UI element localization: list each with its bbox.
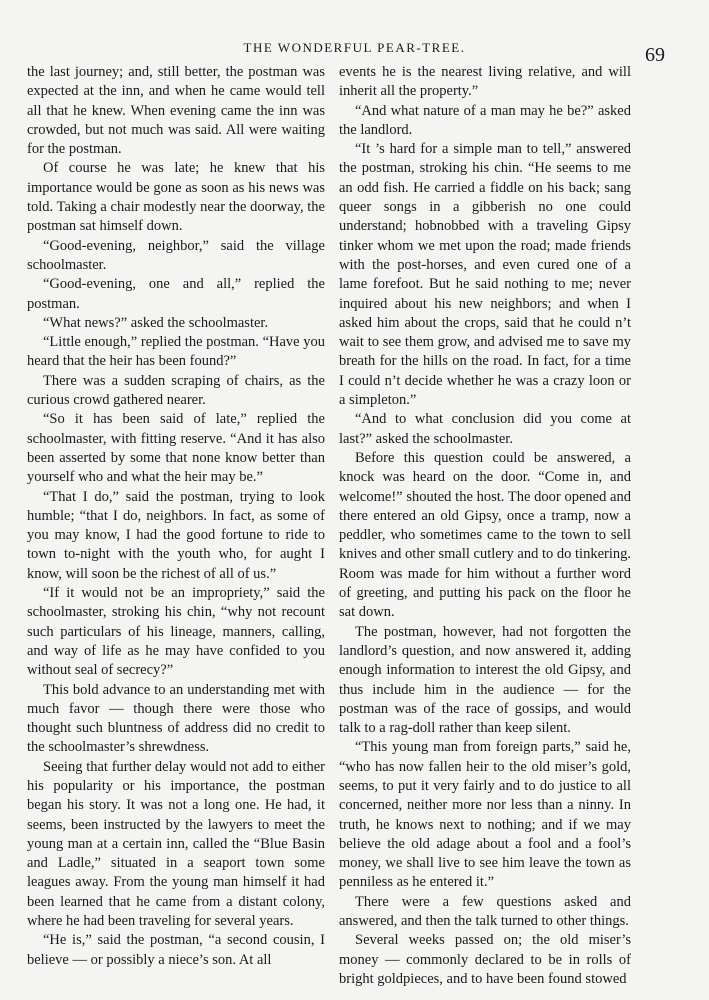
paragraph: “So it has been said of late,” replied the schoolmaster, with fitting reserve. “And it has also been asserted by some that none know better than yourself who and what the heir may be.” — [27, 411, 325, 486]
running-title: THE WONDERFUL PEAR-TREE. — [243, 40, 466, 55]
paragraph: Several weeks passed on; the old miser’s money — commonly declared to be in rolls of bright goldpieces, and to have been found stowed — [339, 932, 631, 987]
paragraph: This bold advance to an understanding met with much favor — though there were those who thought such bluntness of address did no credit to the schoolmaster’s shrewdness. — [27, 681, 325, 756]
paragraph: the last journey; and, still better, the postman was expected at the inn, and when he came would tell all that he knew. When evening came the inn was crowded, but not much was said. All were waiting for the postman. — [27, 64, 325, 158]
paragraph: “He is,” said the postman, “a second cousin, I believe — or possibly a niece’s son. At all — [27, 932, 325, 968]
paragraph: There were a few questions asked and answered, and then the talk turned to other things. — [339, 893, 631, 930]
paragraph: “This young man from foreign parts,” said he, “who has now fallen heir to the old miser’s gold, seems, to put it very fairly and to do justice to all concerned, neither more nor less than a ninny. In truth, he knows next to nothing; and if we may believe the old adage about a fool and a fool’s money, we shall live to see him leave the town as penniless as he entered it.” — [339, 739, 631, 891]
paragraph: “What news?” asked the schoolmaster. — [43, 314, 269, 331]
right-text-column — [339, 63, 631, 989]
paragraph: The postman, however, had not forgotten the landlord’s question, and now answered it, adding enough information to interest the old Gipsy, and thus include him in the audience — for the postman was of the race of gossips, and would talk to a rag-doll rather than keep silent. — [339, 623, 631, 737]
paragraph: “That I do,” said the postman, trying to look humble; “that I do, neighbors. In fact, as some of you may know, I had the good fortune to ride to town to-night with the youth who, for aught I know, will soon be the richest of all of us.” — [27, 488, 325, 582]
page-number: 69 — [645, 44, 665, 66]
paragraph: “Good-evening, neighbor,” said the village schoolmaster. — [27, 237, 325, 273]
paragraph: “And what nature of a man may he be?” asked the landlord. — [339, 102, 631, 138]
paragraph: There was a sudden scraping of chairs, as the curious crowd gathered nearer. — [27, 372, 325, 409]
paragraph: “And to what conclusion did you come at last?” asked the schoolmaster. — [339, 411, 631, 447]
left-text-column — [27, 63, 325, 970]
paragraph: “It ’s hard for a simple man to tell,” answered the postman, stroking his chin. “He seems to me an odd fish. He carried a fiddle on his back; sang queer songs in a gibberish no one could understand; hobnobbed with a traveling Gipsy tinker whom we met upon the road; made friends with the post-horses, and even cured one of a lame forefoot. But he said nothing to me; never inquired about his new neighbors; and when I asked him about the crops, said that he could n’t wait to see them grow, and advised me to save my breath for the hills on the road. In fact, for a time I could n’t decide whether he was a crazy loon or a simpleton.” — [339, 141, 631, 409]
paragraph: Seeing that further delay would not add to either his popularity or his importance, the postman began his story. It was not a long one. He had, it seems, been instructed by the lawyers to meet the young man at a certain inn, called the “Blue Basin and Ladle,” situated in a seaport town some leagues away. From the young man himself it had been learned that he came from a distant colony, where he had been traveling for several years. — [27, 758, 325, 930]
paragraph: “If it would not be an impropriety,” said the schoolmaster, stroking his chin, “why not recount such particulars of his lineage, manners, calling, and way of life as he may have confided to you without seal of secrecy?” — [27, 585, 325, 679]
paragraph: Of course he was late; he knew that his importance would be gone as soon as his news was told. Taking a chair modestly near the doorway, the postman sat himself down. — [27, 160, 325, 235]
paragraph: events he is the nearest living relative, and will inherit all the property.” — [339, 64, 631, 100]
paragraph: “Little enough,” replied the postman. “Have you heard that the heir has been found?” — [27, 334, 325, 370]
paragraph: Before this question could be answered, a knock was heard on the door. “Come in, and welcome!” shouted the host. The door opened and there entered an old Gipsy, once a tramp, now a peddler, who sometimes came to the town to sell knives and other small cutlery and to do tinkering. Room was made for him without a further word of greeting, and putting his pack on the floor he sat down. — [339, 449, 631, 621]
paragraph: “Good-evening, one and all,” replied the postman. — [27, 276, 325, 312]
